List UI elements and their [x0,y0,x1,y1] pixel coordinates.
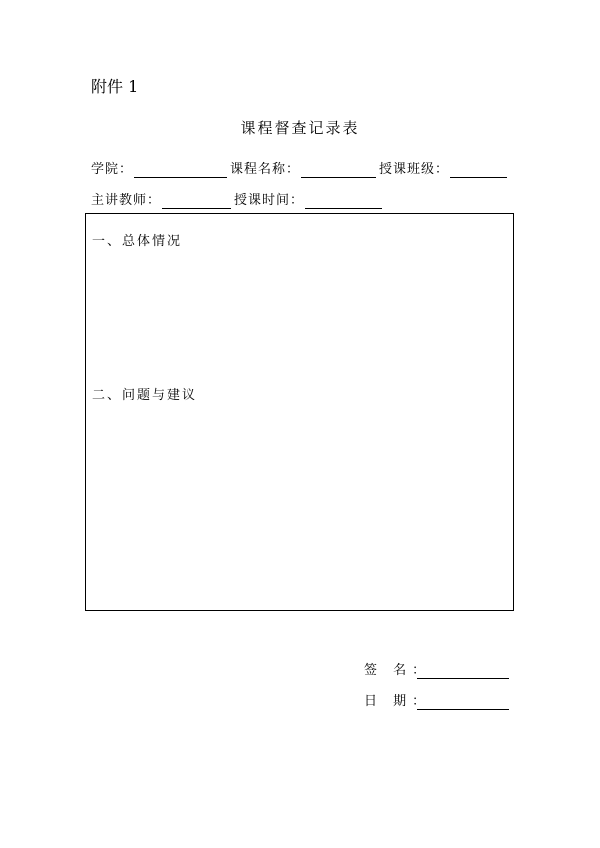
form-title: 课程督查记录表 [240,119,360,137]
course-name-blank-line[interactable] [301,176,376,178]
date-row [364,690,512,710]
class-blank-line[interactable] [450,176,507,178]
lecturer-label: 主讲教师： [91,193,162,208]
record-box[interactable] [85,213,514,611]
time-label: 授课时间： [234,193,305,208]
course-name-label: 课程名称： [230,162,301,177]
signature-row [364,659,512,679]
section-issues-heading: 二、问题与建议 [92,388,198,403]
college-label: 学院： [91,162,134,177]
signature-label: 签 名： [364,663,432,678]
class-label: 授课班级： [379,162,450,177]
date-blank-line[interactable] [417,708,509,710]
time-blank-line[interactable] [305,207,382,209]
info-row-1 [91,158,511,178]
attachment-label: 附件 1 [91,77,139,96]
info-row-2 [91,189,385,209]
signature-blank-line[interactable] [417,677,509,679]
lecturer-blank-line[interactable] [162,207,231,209]
section-overall-heading: 一、总体情况 [92,234,183,249]
college-blank-line[interactable] [134,176,227,178]
date-label: 日 期： [364,694,432,709]
